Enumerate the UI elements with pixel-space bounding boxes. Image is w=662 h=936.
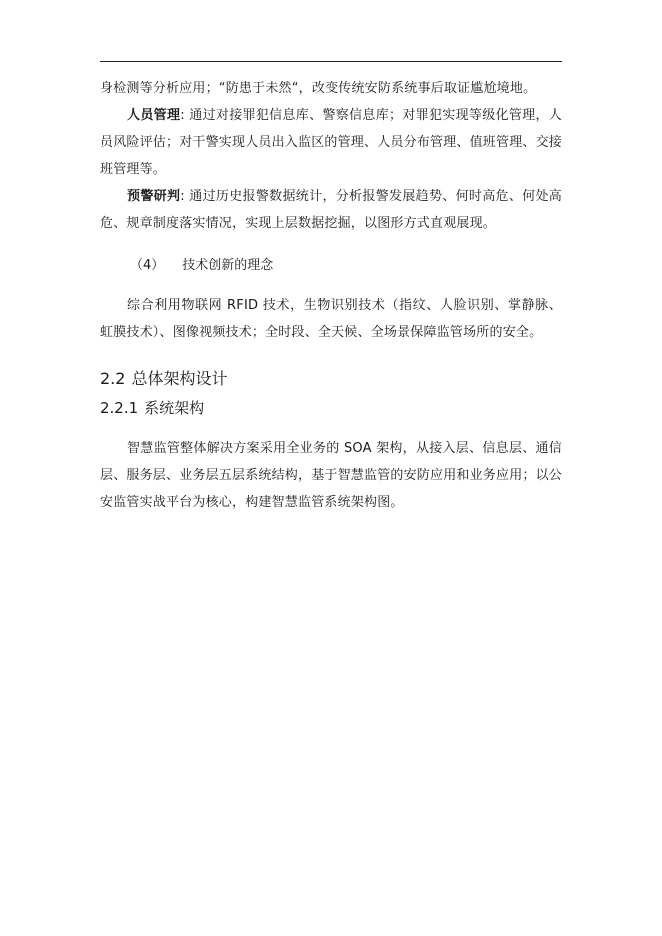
item-heading-4 [100,252,562,279]
warning-analysis-text: : 通过历史报警数据统计，分析报警发展趋势、何时高危、何处高危、规章制度落实情况，实现上层数据挖掘，以图形方式直观展现。 [100,189,562,231]
item-number: （4） [130,258,165,273]
personnel-management-label: 人员管理 [127,108,181,123]
intro-paragraph: 身检测等分析应用；“防患于未然“，改变传统安防系统事后取证尴尬境地。 [100,81,537,96]
warning-analysis-label: 预警研判 [127,189,181,204]
section-heading [100,367,562,391]
tech-innovation-paragraph: 综合利用物联网 RFID 技术，生物识别技术（指纹、人脸识别、掌静脉、虹膜技术）、图像视频技术；全时段、全天候、全场景保障监管场所的安全。 [100,298,562,340]
personnel-management-paragraph [100,102,562,183]
subsection-title: 系统架构 [144,399,205,417]
section-title: 总体架构设计 [131,369,228,388]
item-title: 技术创新的理念 [182,258,274,273]
personnel-management-text: : 通过对接罪犯信息库、警察信息库；对罪犯实现等级化管理，人员风险评估；对干警实现人员出入监区的管理、人员分布管理、值班管理、交接班管理等。 [100,108,563,177]
header-rule [100,61,562,62]
warning-analysis-paragraph [100,183,562,237]
section-number: 2.2 [100,369,126,388]
system-architecture-paragraph: 智慧监管整体解决方案采用全业务的 SOA 架构，从接入层、信息层、通信层、服务层、业务层五层系统结构，基于智慧监管的安防应用和业务应用；以公安监管实战平台为核心，构建智慧监管系统架构图。 [100,441,563,510]
subsection-heading [100,396,562,420]
document-body [100,75,562,516]
subsection-number: 2.2.1 [100,399,139,417]
